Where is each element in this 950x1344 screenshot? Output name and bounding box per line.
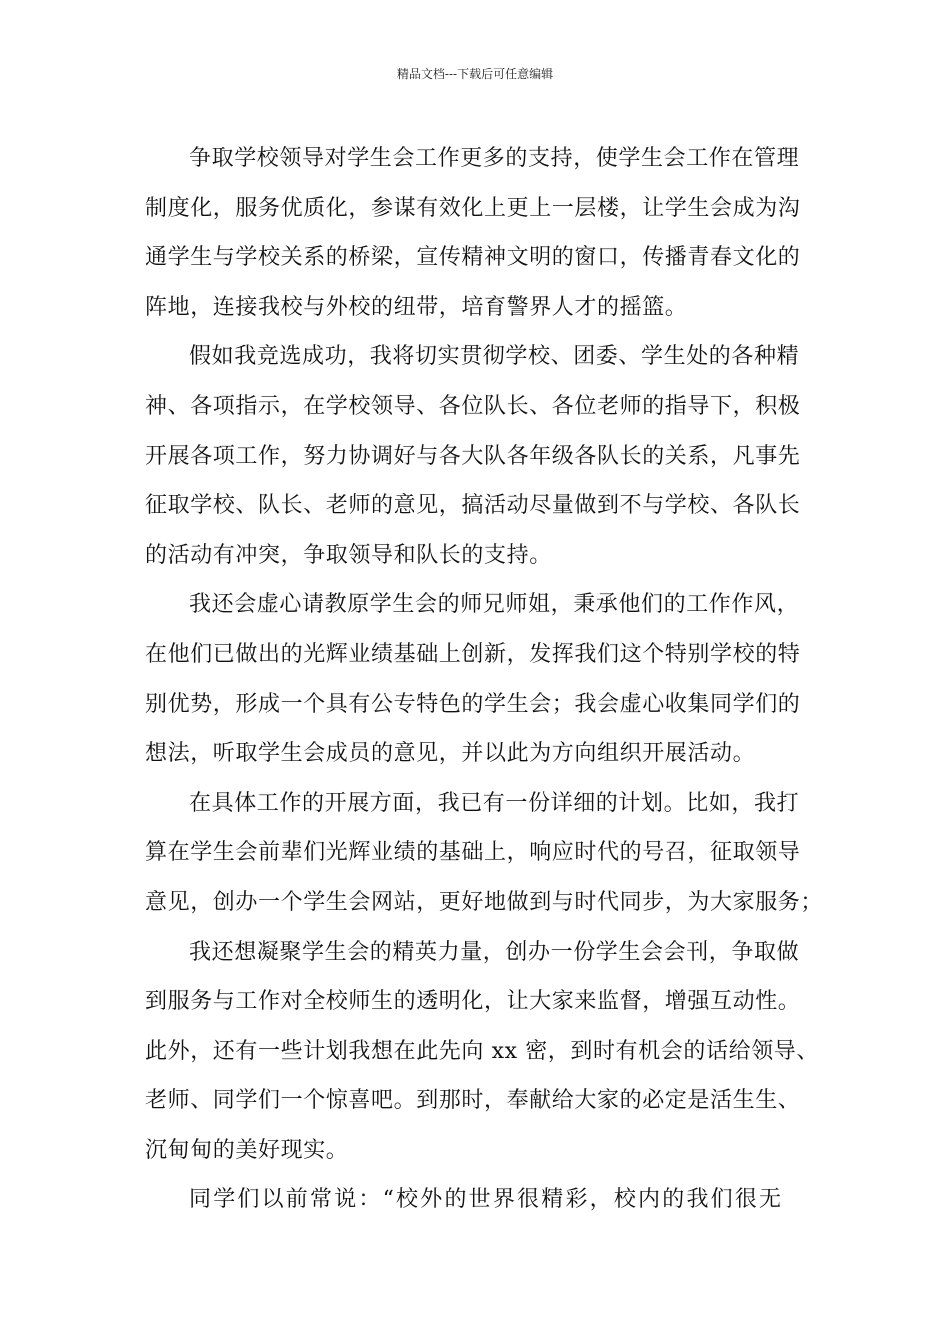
text-line: 老师、同学们一个惊喜吧。到那时，奉献给大家的必定是活生生、 — [145, 1088, 801, 1114]
page-header: 精品文档---下载后可任意编辑 — [396, 67, 554, 81]
text-line: 在他们已做出的光辉业绩基础上创新，发挥我们这个特别学校的特 — [145, 641, 801, 667]
text-line: 的活动有冲突，争取领导和队长的支持。 — [145, 542, 552, 568]
text-line: 意见，创办一个学生会网站，更好地做到与时代同步，为大家服务； — [145, 889, 824, 915]
text-line: 此外，还有一些计划我想在此先向 xx 密，到时有机会的话给领导、 — [145, 1038, 820, 1064]
text-line: 假如我竞选成功，我将切实贯彻学校、团委、学生处的各种精 — [189, 344, 800, 370]
text-line: 到服务与工作对全校师生的透明化，让大家来监督，增强互动性。 — [145, 989, 801, 1015]
text-line: 我还想凝聚学生会的精英力量，创办一份学生会会刊，争取做 — [189, 939, 800, 965]
text-line: 征取学校、队长、老师的意见，搞活动尽量做到不与学校、各队长 — [145, 493, 801, 519]
text-line: 同学们以前常说：“校外的世界很精彩，校内的我们很无 — [189, 1187, 784, 1213]
document-body — [145, 134, 824, 1225]
text-line: 我还会虚心请教原学生会的师兄师姐，秉承他们的工作作风， — [189, 592, 800, 618]
text-line: 想法，听取学生会成员的意见，并以此为方向组织开展活动。 — [145, 741, 756, 767]
text-line: 开展各项工作，努力协调好与各大队各年级各队长的关系，凡事先 — [145, 443, 801, 469]
text-line: 通学生与学校关系的桥梁，宣传精神文明的窗口，传播青春文化的 — [145, 245, 801, 271]
text-line: 在具体工作的开展方面，我已有一份详细的计划。比如，我打 — [189, 790, 800, 816]
text-line: 制度化，服务优质化，参谋有效化上更上一层楼，让学生会成为沟 — [145, 195, 801, 221]
text-line: 沉甸甸的美好现实。 — [145, 1137, 349, 1163]
text-line: 神、各项指示，在学校领导、各位队长、各位老师的指导下，积极 — [145, 393, 801, 419]
text-line: 阵地，连接我校与外校的纽带，培育警界人才的摇篮。 — [145, 294, 688, 320]
text-line: 别优势，形成一个具有公专特色的学生会；我会虚心收集同学们的 — [145, 691, 801, 717]
text-line: 争取学校领导对学生会工作更多的支持，使学生会工作在管理 — [189, 146, 800, 171]
text-line: 算在学生会前辈们光辉业绩的基础上，响应时代的号召，征取领导 — [145, 840, 801, 866]
